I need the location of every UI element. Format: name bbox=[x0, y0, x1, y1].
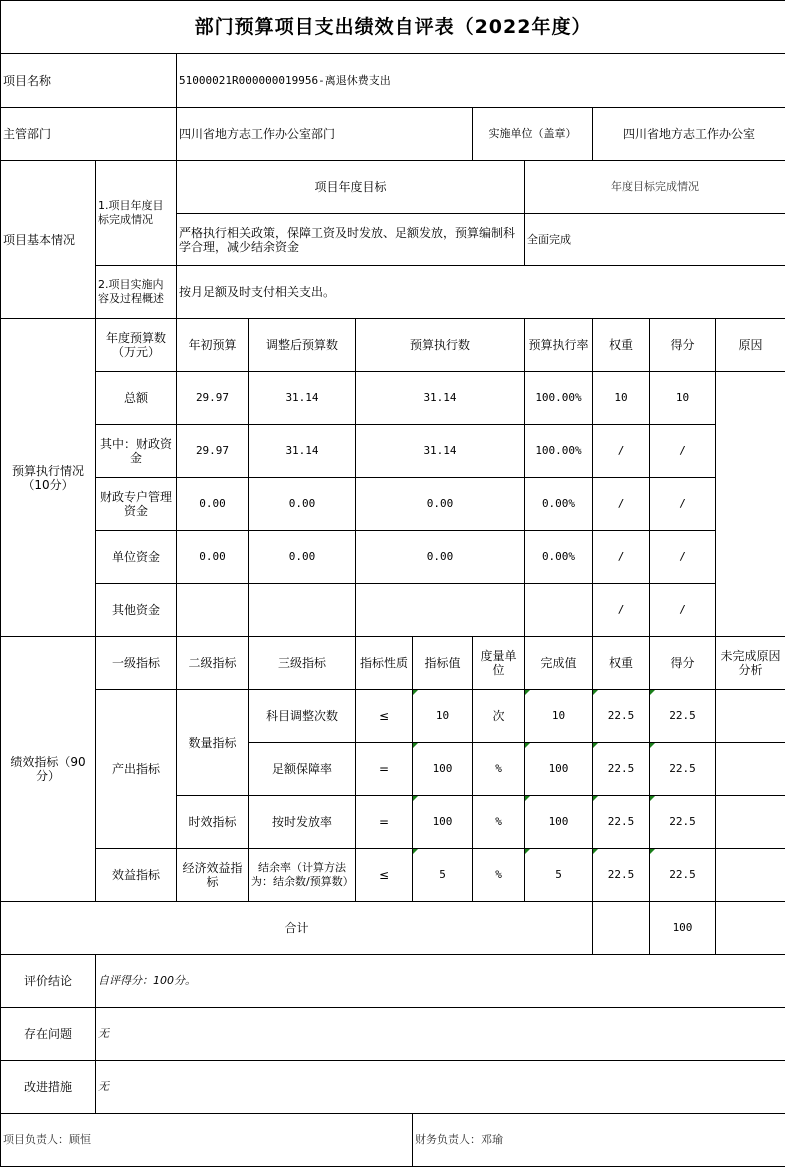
dept-value: 四川省地方志工作办公室部门 bbox=[177, 108, 473, 161]
perf-actual: 10 bbox=[525, 690, 593, 743]
perf-unit: % bbox=[473, 743, 525, 796]
completion-text: 全面完成 bbox=[525, 214, 785, 266]
budget-header-score: 得分 bbox=[650, 319, 716, 372]
perf-score: 22.5 bbox=[650, 796, 716, 849]
perf-actual: 5 bbox=[525, 849, 593, 902]
impl-unit-value: 四川省地方志工作办公室 bbox=[593, 108, 785, 161]
level2-economic: 经济效益指标 bbox=[177, 849, 249, 902]
budget-adjusted: 31.14 bbox=[249, 425, 356, 478]
perf-level3: 按时发放率 bbox=[249, 796, 356, 849]
total-weight bbox=[593, 902, 650, 955]
level2-timeliness: 时效指标 bbox=[177, 796, 249, 849]
perf-header-actual: 完成值 bbox=[525, 637, 593, 690]
budget-row-name: 其他资金 bbox=[96, 584, 177, 637]
budget-weight: / bbox=[593, 531, 650, 584]
budget-weight: 10 bbox=[593, 372, 650, 425]
perf-weight: 22.5 bbox=[593, 849, 650, 902]
budget-executed: 31.14 bbox=[356, 372, 525, 425]
budget-row-name: 总额 bbox=[96, 372, 177, 425]
budget-reason bbox=[716, 372, 785, 637]
perf-score: 22.5 bbox=[650, 743, 716, 796]
budget-rate bbox=[525, 584, 593, 637]
budget-header-reason: 原因 bbox=[716, 319, 785, 372]
impl-desc-text: 按月足额及时支付相关支出。 bbox=[177, 266, 785, 319]
budget-initial: 29.97 bbox=[177, 425, 249, 478]
budget-executed: 0.00 bbox=[356, 478, 525, 531]
perf-unit: % bbox=[473, 849, 525, 902]
total-label: 合计 bbox=[1, 902, 593, 955]
goal-text: 严格执行相关政策，保障工资及时发放、足额发放，预算编制科学合理，减少结余资金 bbox=[177, 214, 525, 266]
total-score: 100 bbox=[650, 902, 716, 955]
perf-header-reason: 未完成原因分析 bbox=[716, 637, 785, 690]
budget-header-adjusted: 调整后预算数 bbox=[249, 319, 356, 372]
project-name-value: 51000021R000000019956-离退休费支出 bbox=[177, 54, 785, 108]
perf-nature: = bbox=[356, 743, 413, 796]
perf-level3: 科目调整次数 bbox=[249, 690, 356, 743]
perf-row bbox=[1, 690, 785, 743]
perf-header-target: 指标值 bbox=[413, 637, 473, 690]
budget-rate: 0.00% bbox=[525, 478, 593, 531]
budget-adjusted bbox=[249, 584, 356, 637]
project-name-label: 项目名称 bbox=[1, 54, 177, 108]
perf-unit: % bbox=[473, 796, 525, 849]
issues-label: 存在问题 bbox=[1, 1008, 96, 1061]
perf-header-weight: 权重 bbox=[593, 637, 650, 690]
budget-header-executed: 预算执行数 bbox=[356, 319, 525, 372]
impl-desc-label: 2.项目实施内容及过程概述 bbox=[96, 266, 177, 319]
budget-weight: / bbox=[593, 584, 650, 637]
perf-weight: 22.5 bbox=[593, 690, 650, 743]
project-lead-signature: 项目负责人：顾恒 bbox=[1, 1114, 413, 1167]
impl-unit-label: 实施单位（盖章） bbox=[473, 108, 593, 161]
budget-row bbox=[1, 531, 785, 584]
budget-initial bbox=[177, 584, 249, 637]
basic-info-label: 项目基本情况 bbox=[1, 161, 96, 319]
budget-header-weight: 权重 bbox=[593, 319, 650, 372]
budget-score: / bbox=[650, 531, 716, 584]
improvements-value: 无 bbox=[96, 1061, 785, 1114]
perf-reason bbox=[716, 690, 785, 743]
perf-header-unit: 度量单位 bbox=[473, 637, 525, 690]
budget-header-rate: 预算执行率 bbox=[525, 319, 593, 372]
perf-level3: 足额保障率 bbox=[249, 743, 356, 796]
budget-header-initial: 年初预算 bbox=[177, 319, 249, 372]
perf-actual: 100 bbox=[525, 743, 593, 796]
budget-score: / bbox=[650, 584, 716, 637]
perf-header-level3: 三级指标 bbox=[249, 637, 356, 690]
goal-label: 1.项目年度目标完成情况 bbox=[96, 161, 177, 266]
budget-row-name: 单位资金 bbox=[96, 531, 177, 584]
budget-score: / bbox=[650, 478, 716, 531]
page-title: 部门预算项目支出绩效自评表（2022年度） bbox=[1, 1, 785, 54]
budget-initial: 0.00 bbox=[177, 531, 249, 584]
perf-reason bbox=[716, 743, 785, 796]
budget-initial: 0.00 bbox=[177, 478, 249, 531]
perf-weight: 22.5 bbox=[593, 796, 650, 849]
budget-row-name: 其中：财政资金 bbox=[96, 425, 177, 478]
budget-section-label: 预算执行情况（10分） bbox=[1, 319, 96, 637]
budget-score: / bbox=[650, 425, 716, 478]
budget-executed bbox=[356, 584, 525, 637]
budget-score: 10 bbox=[650, 372, 716, 425]
budget-rate: 100.00% bbox=[525, 372, 593, 425]
budget-row bbox=[1, 372, 785, 425]
budget-row bbox=[1, 478, 785, 531]
perf-header-nature: 指标性质 bbox=[356, 637, 413, 690]
perf-nature: ≤ bbox=[356, 690, 413, 743]
budget-initial: 29.97 bbox=[177, 372, 249, 425]
perf-reason bbox=[716, 796, 785, 849]
perf-header-level1: 一级指标 bbox=[96, 637, 177, 690]
improvements-label: 改进措施 bbox=[1, 1061, 96, 1114]
perf-target: 5 bbox=[413, 849, 473, 902]
perf-level3: 结余率（计算方法为：结余数/预算数） bbox=[249, 849, 356, 902]
perf-nature: ≤ bbox=[356, 849, 413, 902]
budget-adjusted: 0.00 bbox=[249, 531, 356, 584]
level1-benefit: 效益指标 bbox=[96, 849, 177, 902]
perf-unit: 次 bbox=[473, 690, 525, 743]
total-row bbox=[1, 902, 785, 955]
perf-target: 100 bbox=[413, 743, 473, 796]
budget-executed: 0.00 bbox=[356, 531, 525, 584]
level2-quantity: 数量指标 bbox=[177, 690, 249, 796]
budget-row bbox=[1, 425, 785, 478]
budget-rate: 100.00% bbox=[525, 425, 593, 478]
perf-row bbox=[1, 849, 785, 902]
budget-executed: 31.14 bbox=[356, 425, 525, 478]
perf-weight: 22.5 bbox=[593, 743, 650, 796]
perf-target: 100 bbox=[413, 796, 473, 849]
perf-header-level2: 二级指标 bbox=[177, 637, 249, 690]
dept-label: 主管部门 bbox=[1, 108, 177, 161]
perf-header-score: 得分 bbox=[650, 637, 716, 690]
finance-lead-signature: 财务负责人：邓瑜 bbox=[413, 1114, 785, 1167]
level1-output: 产出指标 bbox=[96, 690, 177, 849]
perf-score: 22.5 bbox=[650, 690, 716, 743]
budget-adjusted: 0.00 bbox=[249, 478, 356, 531]
performance-section-label: 绩效指标（90分） bbox=[1, 637, 96, 902]
perf-score: 22.5 bbox=[650, 849, 716, 902]
total-reason bbox=[716, 902, 785, 955]
perf-reason bbox=[716, 849, 785, 902]
issues-value: 无 bbox=[96, 1008, 785, 1061]
budget-row-name: 财政专户管理资金 bbox=[96, 478, 177, 531]
budget-rate: 0.00% bbox=[525, 531, 593, 584]
conclusion-label: 评价结论 bbox=[1, 955, 96, 1008]
budget-header-name: 年度预算数（万元） bbox=[96, 319, 177, 372]
goal-header: 项目年度目标 bbox=[177, 161, 525, 214]
conclusion-value: 自评得分：100分。 bbox=[96, 955, 785, 1008]
budget-row bbox=[1, 584, 785, 637]
budget-weight: / bbox=[593, 425, 650, 478]
completion-header: 年度目标完成情况 bbox=[525, 161, 785, 214]
budget-adjusted: 31.14 bbox=[249, 372, 356, 425]
perf-target: 10 bbox=[413, 690, 473, 743]
budget-weight: / bbox=[593, 478, 650, 531]
perf-nature: = bbox=[356, 796, 413, 849]
perf-actual: 100 bbox=[525, 796, 593, 849]
